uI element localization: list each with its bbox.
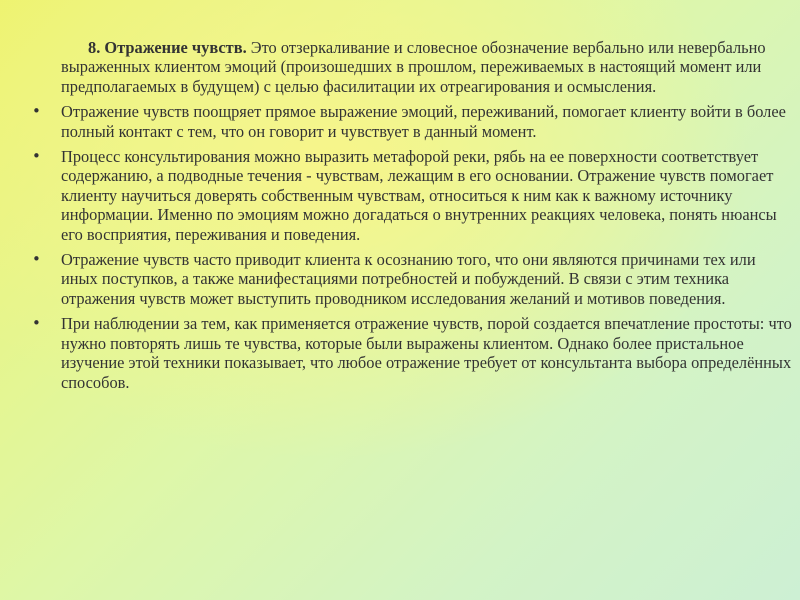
bullet-item bbox=[30, 147, 792, 244]
bullet-item bbox=[30, 102, 792, 141]
bullet-icon: • bbox=[32, 250, 41, 269]
slide-content bbox=[30, 38, 792, 398]
bullet-item bbox=[30, 250, 792, 308]
bullet-icon: • bbox=[32, 314, 41, 333]
bullet-item bbox=[30, 314, 792, 392]
bullet-list bbox=[30, 102, 792, 392]
bullet-text: Отражение чувств поощряет прямое выражение эмоций, переживаний, помогает клиенту войти в более полный контакт с тем, что он говорит и чувствует в данный момент. bbox=[61, 102, 786, 141]
bullet-icon: • bbox=[32, 147, 41, 166]
bullet-text: Процесс консультирования можно выразить метафорой реки, рябь на ее поверхности соответствует содержанию, а подводные течения - чувствам, лежащим в его основании. Отражение чувств помогает клиенту научиться доверять собственным чувствам, относиться к ним как к важному источнику информации. Именно по эмоциям можно догадаться о внутренних реакциях человека, понять нюансы его восприятия, переживания и поведения. bbox=[61, 147, 777, 244]
intro-text: Это отзеркаливание и словесное обозначение вербально или невербально выраженных клиентом эмоций (произошедших в прошлом, переживаемых в настоящий момент или предполагаемых в будущем) с целью фасилитации их отреагирования и осмысления. bbox=[61, 38, 766, 96]
bullet-text: Отражение чувств часто приводит клиента к осознанию того, что они являются причинами тех или иных поступков, а также манифестациями потребностей и побуждений. В связи с этим техника отражения чувств может выступить проводником исследования желаний и мотивов поведения. bbox=[61, 250, 756, 308]
intro-paragraph bbox=[61, 38, 792, 96]
bullet-text: При наблюдении за тем, как применяется отражение чувств, порой создается впечатление простоты: что нужно повторять лишь те чувства, которые были выражены клиентом. Однако более пристальное изучение этой техники показывает, что любое отражение требует от консультанта выбора определённых способов. bbox=[61, 314, 792, 392]
intro-heading: 8. Отражение чувств. bbox=[88, 38, 247, 57]
bullet-icon: • bbox=[32, 102, 41, 121]
